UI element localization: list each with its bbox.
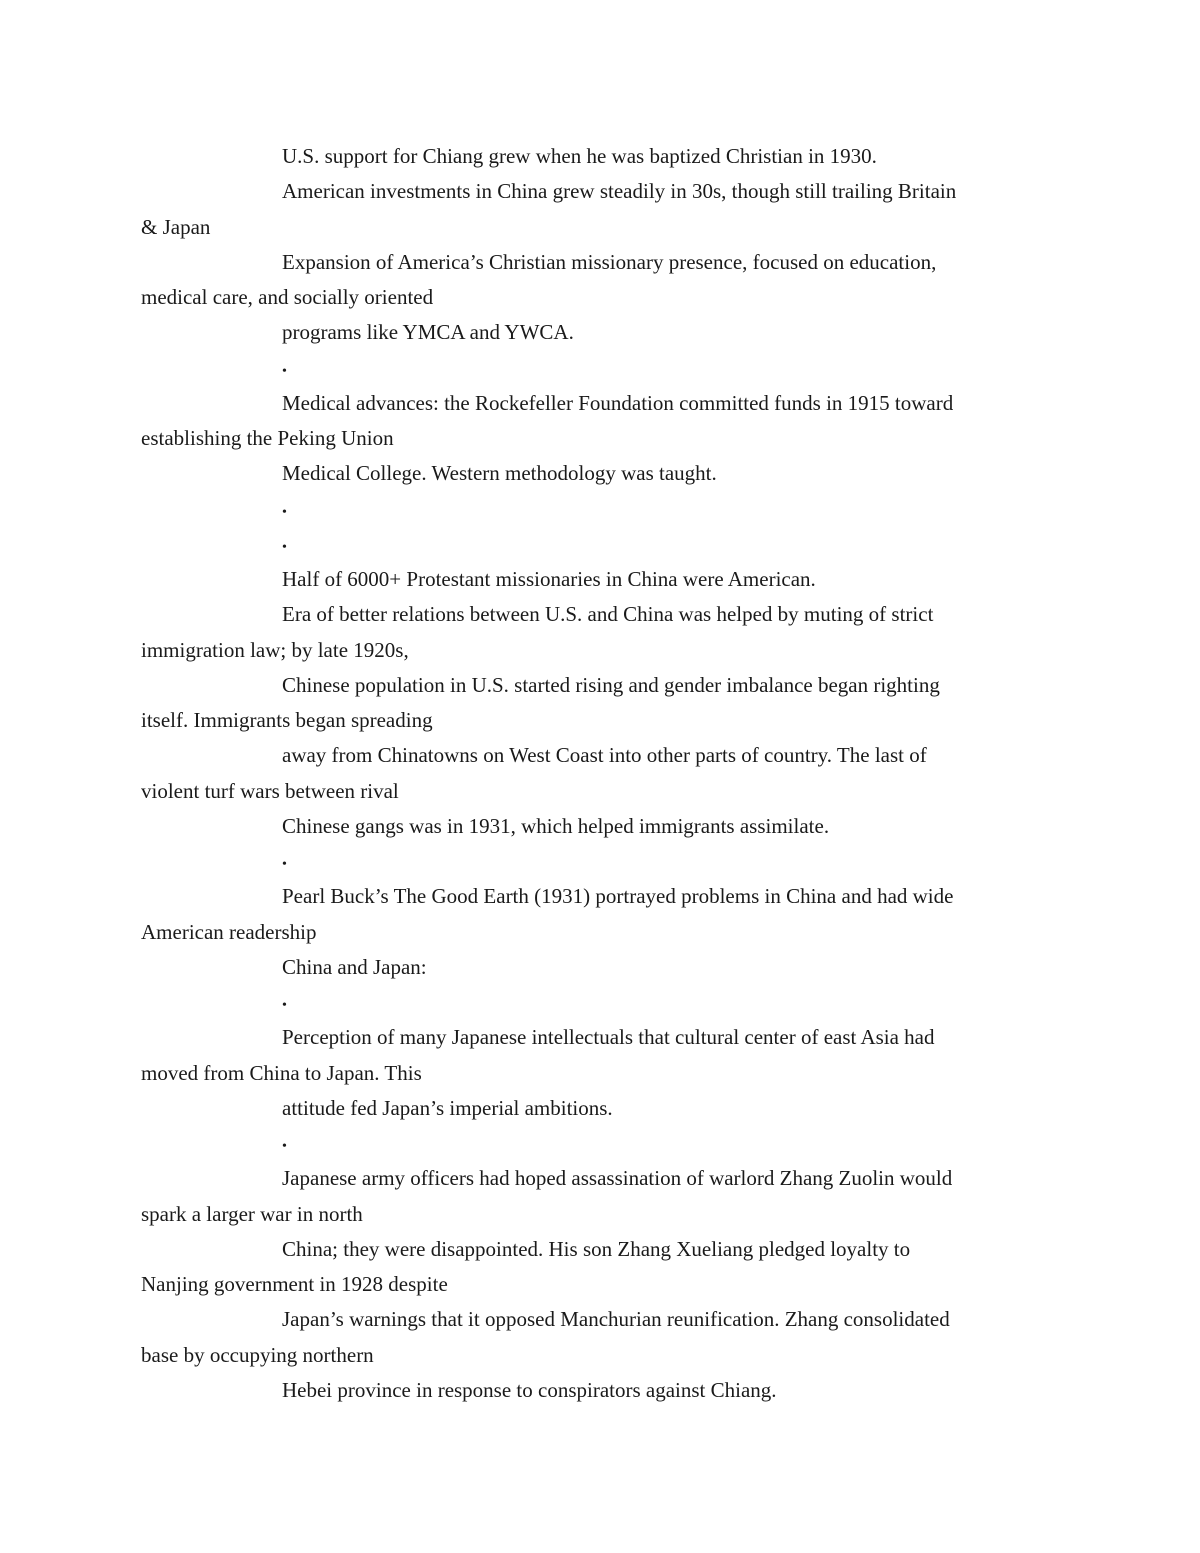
text-line bbox=[141, 210, 1061, 245]
text-line bbox=[141, 633, 1061, 668]
line-text: itself. Immigrants began spreading bbox=[141, 708, 433, 732]
line-text: Half of 6000+ Protestant missionaries in China were American. bbox=[282, 567, 816, 591]
line-text: Medical advances: the Rockefeller Foundation committed funds in 1915 toward bbox=[282, 390, 954, 415]
bullet-glyph: • bbox=[282, 1139, 287, 1154]
bullet-marker bbox=[141, 1126, 1061, 1161]
text-line bbox=[141, 950, 1061, 985]
text-line bbox=[141, 1197, 1061, 1232]
text-line bbox=[141, 915, 1061, 950]
text-line bbox=[141, 1020, 1061, 1055]
text-line bbox=[141, 421, 1061, 456]
line-text: moved from China to Japan. This bbox=[141, 1060, 422, 1085]
line-text: establishing the Peking Union bbox=[141, 426, 394, 450]
line-text: Medical College. Western methodology was taught. bbox=[282, 461, 717, 486]
document-body bbox=[141, 139, 1061, 1408]
bullet-glyph: • bbox=[282, 363, 287, 379]
bullet-marker bbox=[141, 985, 1061, 1020]
line-text: Nanjing government in 1928 despite bbox=[141, 1272, 448, 1296]
text-line bbox=[141, 738, 1061, 773]
text-line bbox=[141, 562, 1061, 597]
text-line bbox=[141, 774, 1061, 809]
line-text: American readership bbox=[141, 919, 317, 944]
line-text: Perception of many Japanese intellectuals that cultural center of east Asia had bbox=[282, 1025, 935, 1050]
line-text: China and Japan: bbox=[282, 954, 427, 979]
line-text: Japanese army officers had hoped assassination of warlord Zhang Zuolin would bbox=[282, 1166, 953, 1191]
line-text: base by occupying northern bbox=[141, 1342, 374, 1367]
line-text: attitude fed Japan’s imperial ambitions. bbox=[282, 1095, 613, 1120]
text-line bbox=[141, 1161, 1061, 1196]
text-line bbox=[141, 879, 1061, 914]
text-line bbox=[141, 245, 1061, 280]
bullet-glyph: • bbox=[282, 504, 287, 520]
text-line bbox=[141, 1302, 1061, 1337]
text-line bbox=[141, 668, 1061, 703]
line-text: China; they were disappointed. His son Zhang Xueliang pledged loyalty to bbox=[282, 1236, 911, 1261]
text-line bbox=[141, 386, 1061, 421]
line-text: & Japan bbox=[141, 214, 211, 239]
text-line bbox=[141, 1267, 1061, 1302]
text-line bbox=[141, 456, 1061, 491]
text-line bbox=[141, 139, 1061, 174]
line-text: away from Chinatowns on West Coast into other parts of country. The last of bbox=[282, 743, 927, 768]
text-line bbox=[141, 1373, 1061, 1408]
text-line bbox=[141, 174, 1061, 209]
text-line bbox=[141, 315, 1061, 350]
bullet-glyph: • bbox=[282, 857, 287, 872]
line-text: spark a larger war in north bbox=[141, 1201, 363, 1226]
text-line bbox=[141, 1232, 1061, 1267]
line-text: Hebei province in response to conspirators against Chiang. bbox=[282, 1377, 777, 1402]
line-text: Expansion of America’s Christian missionary presence, focused on education, bbox=[282, 249, 937, 274]
text-line bbox=[141, 597, 1061, 632]
bullet-marker bbox=[141, 844, 1061, 879]
line-text: violent turf wars between rival bbox=[141, 778, 399, 803]
text-line bbox=[141, 1338, 1061, 1373]
line-text: immigration law; by late 1920s, bbox=[141, 637, 409, 662]
text-line bbox=[141, 280, 1061, 315]
line-text: Era of better relations between U.S. and China was helped by muting of strict bbox=[282, 602, 934, 627]
line-text: Chinese gangs was in 1931, which helped immigrants assimilate. bbox=[282, 813, 830, 838]
line-text: medical care, and socially oriented bbox=[141, 285, 434, 309]
line-text: American investments in China grew steadily in 30s, though still trailing Britain bbox=[282, 179, 957, 204]
bullet-marker bbox=[141, 492, 1061, 527]
bullet-marker bbox=[141, 527, 1061, 562]
text-line bbox=[141, 1056, 1061, 1091]
bullet-glyph: • bbox=[282, 539, 287, 555]
bullet-marker bbox=[141, 351, 1061, 386]
text-line bbox=[141, 703, 1061, 738]
line-text: Chinese population in U.S. started rising and gender imbalance began righting bbox=[282, 672, 940, 697]
line-text: Japan’s warnings that it opposed Manchurian reunification. Zhang consolidated bbox=[282, 1307, 950, 1332]
line-text: Pearl Buck’s The Good Earth (1931) portrayed problems in China and had wide bbox=[282, 884, 954, 909]
bullet-glyph: • bbox=[282, 998, 287, 1013]
text-line bbox=[141, 809, 1061, 844]
text-line bbox=[141, 1091, 1061, 1126]
line-text: programs like YMCA and YWCA. bbox=[282, 320, 574, 345]
line-text: U.S. support for Chiang grew when he was baptized Christian in 1930. bbox=[282, 144, 877, 168]
